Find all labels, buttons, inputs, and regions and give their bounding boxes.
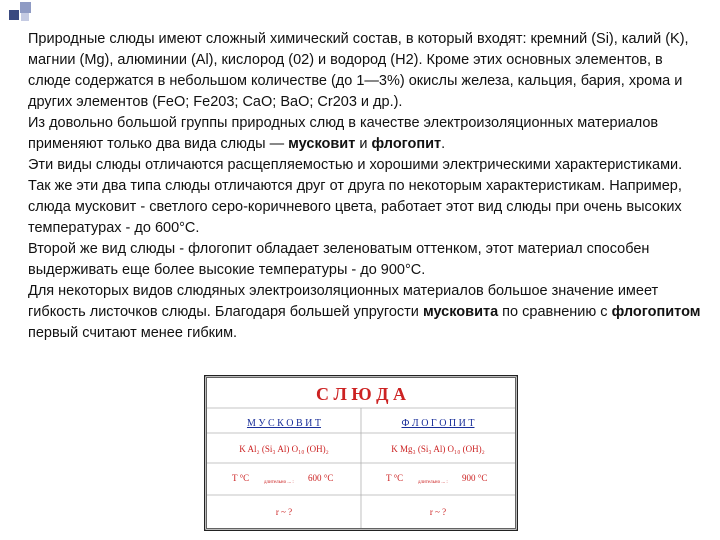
phlogopite-temp-value: 900 °C (462, 473, 488, 483)
body-paragraph (28, 113, 704, 155)
text-segment: Эти виды слюды отличаются расщепляемостью и хорошими электрическими характеристиками. (28, 157, 683, 173)
mica-comparison-table (204, 375, 518, 531)
muscovite-temp-note: длительно ... : (264, 480, 294, 485)
bold-term: флогопит (371, 136, 442, 152)
slide-body-text (28, 29, 704, 344)
body-paragraph (28, 239, 704, 281)
muscovite-formula: K Al₂ (Si₃ Al) O₁₀ (OH)₂ (239, 444, 329, 454)
table-title: С Л Ю Д А (315, 384, 407, 404)
text-segment: Природные слюды имеют сложный химический состав, в который входят: кремний (Si), калий (K), магнии (Mg), алюминии (Al), кислород (02) и водород (H2). Кроме этих основных элементов, в слюде содержатся в небольшом количестве (до 1—3%) окислы железа, кальция, бария, хрома и других элементов (FeO; Fe203; CaO; BaO; Cr203 и др.). (28, 31, 689, 110)
bold-term: мусковита (422, 304, 499, 320)
phlogopite-heading: Ф Л О Г О П И Т (401, 418, 475, 429)
text-segment: Так же эти два типа слюды отличаются друг от друга по некоторым характеристикам. Например, слюда мусковит - светлого серо-коричневого цвета, работает этот вид слюды при очень высоких температурах - до 600°С. (28, 178, 682, 236)
body-paragraph (28, 29, 704, 113)
text-segment: . (441, 136, 446, 152)
muscovite-flex: r ~ ? (275, 507, 293, 517)
phlogopite-formula: K Mg₃ (Si₃ Al) O₁₀ (OH)₂ (391, 444, 485, 454)
body-paragraph (28, 155, 704, 176)
bold-term: мусковит (288, 136, 356, 152)
text-segment: Второй же вид слюды - флогопит обладает зеленоватым оттенком, этот материал способен выдерживать еще более высокие температуры - до 900°С. (28, 241, 650, 278)
corner-square-icon (20, 2, 31, 13)
phlogopite-flex: r ~ ? (429, 507, 447, 517)
phlogopite-temp-note: длительно ... : (418, 480, 448, 485)
body-paragraph (28, 281, 704, 344)
text-segment: и (355, 136, 372, 152)
text-segment: первый считают менее гибким. (28, 325, 238, 341)
text-segment: по сравнению с (498, 304, 612, 320)
corner-square-icon (21, 13, 29, 21)
bold-term: флогопитом (611, 304, 701, 320)
corner-square-icon (9, 10, 19, 20)
muscovite-temp-prefix: T °C (232, 473, 250, 483)
text-segment: Из довольно большой группы природных слюд в качестве электроизоляционных материалов применяют только два вида слюды — (28, 115, 659, 152)
body-paragraph (28, 176, 704, 239)
text-segment: Для некоторых видов слюдяных электроизоляционных материалов большое значение имеет гибкость листочков слюды. Благодаря большей упругости (28, 283, 659, 320)
phlogopite-temp-prefix: T °C (386, 473, 404, 483)
muscovite-heading: М У С К О В И Т (246, 418, 322, 429)
slide-corner-decoration (0, 0, 40, 24)
muscovite-temp-value: 600 °C (308, 473, 334, 483)
mica-table-image (204, 375, 518, 531)
